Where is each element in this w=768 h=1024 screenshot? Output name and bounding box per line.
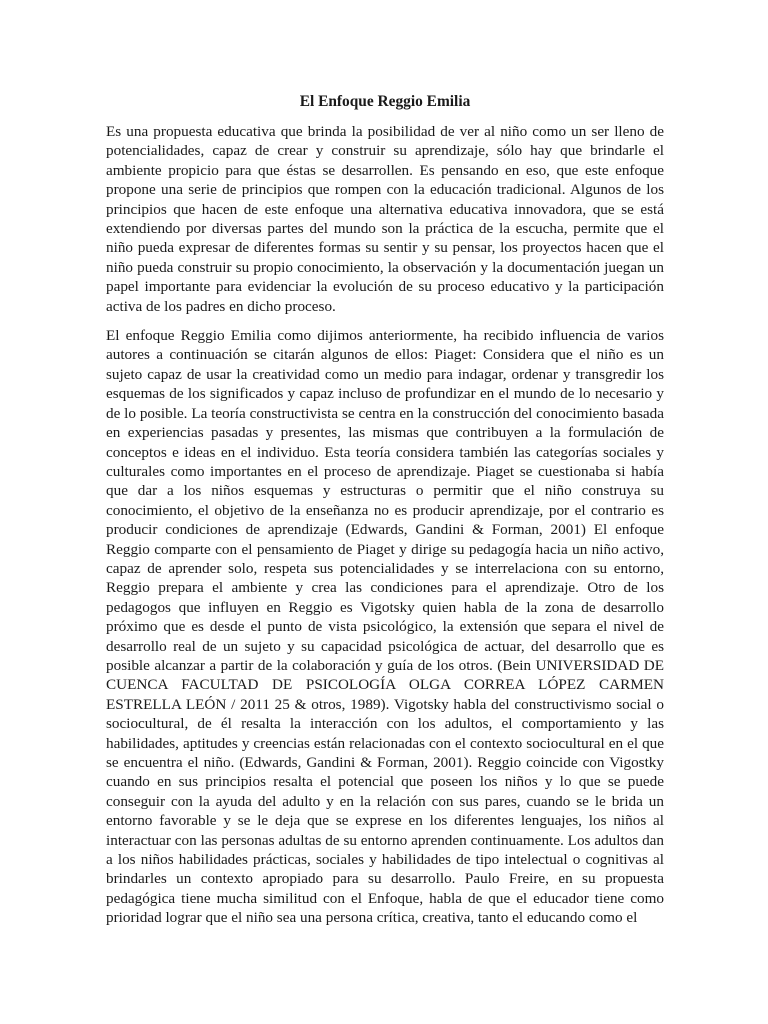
document-title: El Enfoque Reggio Emilia [299, 93, 471, 110]
paragraph-intro: Es una propuesta educativa que brinda la posibilidad de ver al niño como un ser lleno de potencialidades, capaz de crear y construir su aprendizaje, sólo hay que brindarle el ambiente propicio para que éstas se desarrollen. Es pensando en eso, que este enfoque propone una serie de principios que rompen con la educación tradicional. Algunos de los principios que hacen de este enfoque una alternativa educativa innovadora, que se está extendiendo por diversas partes del mundo son la práctica de la escucha, permite que el niño pueda expresar de diferentes formas su sentir y su pensar, los proyectos hacen que el niño pueda construir su propio conocimiento, la observación y la documentación juegan un papel importante para evidenciar la evolución de su proceso educativo y la participación activa de los padres en dicho proceso. [106, 123, 664, 315]
paragraph-influences: El enfoque Reggio Emilia como dijimos anteriormente, ha recibido influencia de varios autores a continuación se citarán algunos de ellos: Piaget: Considera que el niño es un sujeto capaz de usar la creatividad como un medio para indagar, ordenar y transgredir los esquemas de los significados y capaz incluso de profundizar en el mundo de lo necesario y de lo posible. La teoría constructivista se centra en la construcción del conocimiento basada en experiencias pasadas y presentes, las mismas que contribuyen a la formulación de conceptos e ideas en el individuo. Esta teoría considera también las categorías sociales y culturales como importantes en el proceso de aprendizaje. Piaget se cuestionaba si había que dar a los niños esquemas y estructuras o permitir que el niño construya su conocimiento, el objetivo de la enseñanza no es producir aprendizaje, por el contrario es producir condiciones de aprendizaje (Edwards, Gandini & Forman, 2001) El enfoque Reggio comparte con el pensamiento de Piaget y dirige su pedagogía hacia un niño activo, capaz de aprender solo, respeta sus potencialidades y se interrelaciona con su entorno, Reggio prepara el ambiente y crea las condiciones para el aprendizaje. Otro de los pedagogos que influyen en Reggio es Vigotsky quien habla de la zona de desarrollo próximo que es desde el punto de vista psicológico, la extensión que separa el nivel de desarrollo real de un sujeto y su capacidad psicológica de actuar, del desarrollo que es posible alcanzar a partir de la colaboración y guía de los otros. (Bein UNIVERSIDAD DE CUENCA FACULTAD DE PSICOLOGÍA OLGA CORREA LÓPEZ CARMEN ESTRELLA LEÓN / 2011 25 & otros, 1989). Vigotsky habla del constructivismo social o sociocultural, de él resalta la interacción con los adultos, el comportamiento y las habilidades, aptitudes y creencias están relacionadas con el contexto sociocultural en el que se encuentra el niño. (Edwards, Gandini & Forman, 2001). Reggio coincide con Vigostky cuando en sus principios resalta el potencial que poseen los niños y lo que se puede conseguir con la ayuda del adulto y en la relación con sus pares, cuando se le brida un entorno favorable y se le deja que se exprese en los diferentes lenguajes, los niños al interactuar con las personas adultas de su entorno aprenden continuamente. Los adultos dan a los niños habilidades prácticas, sociales y habilidades de tipo intelectual o cognitivas al brindarles un contexto apropiado para su desarrollo. Paulo Freire, en su propuesta pedagógica tiene mucha similitud con el Enfoque, habla de que el educador tiene como prioridad lograr que el niño sea una persona crítica, creativa, tanto el educando como el [106, 327, 664, 927]
